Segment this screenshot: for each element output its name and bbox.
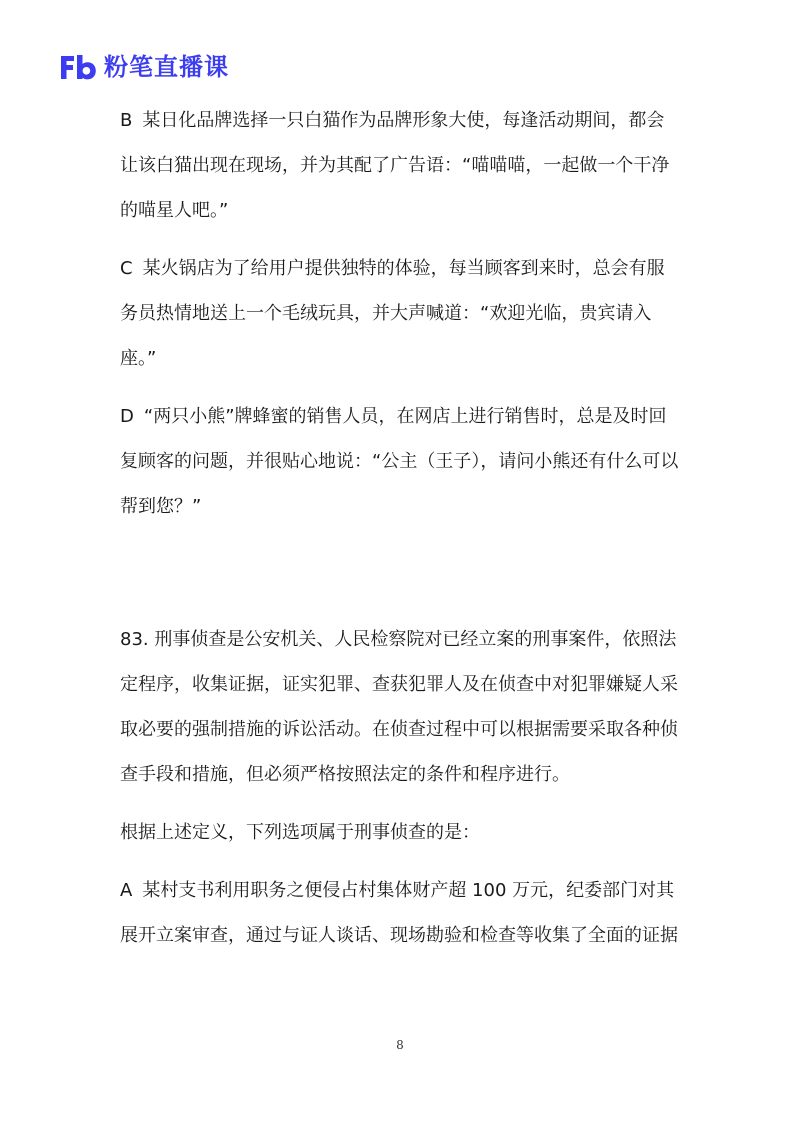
option-label: A [120,880,133,901]
option-label: B [120,110,133,131]
question-83 [120,617,680,797]
option-a [120,868,680,958]
header [58,50,229,84]
document-body [120,98,680,958]
option-b [120,98,680,233]
option-text: 某村支书利用职务之便侵占村集体财产超 100 万元，纪委部门对其展开立案审查，通过与证人谈话、现场勘验和检查等收集了全面的证据 [120,880,678,946]
option-label: D [120,406,134,427]
question-text: 刑事侦查是公安机关、人民检察院对已经立案的刑事案件，依照法定程序，收集证据，证实犯罪、查获犯罪人及在侦查中对犯罪嫌疑人采取必要的强制措施的诉讼活动。在侦查过程中可以根据需要采取各种侦查手段和措施，但必须严格按照法定的条件和程序进行。 [120,629,678,785]
option-text: 某火锅店为了给用户提供独特的体验，每当顾客到来时，总会有服务员热情地送上一个毛绒玩具，并大声喊道：“欢迎光临，贵宾请入座。” [120,258,665,369]
question-number: 83. [120,629,149,650]
fb-logo-icon [58,52,98,82]
brand-name: 粉笔直播课 [104,53,229,81]
question-prompt: 根据上述定义，下列选项属于刑事侦查的是： [120,822,480,843]
option-text: “两只小熊”牌蜂蜜的销售人员，在网店上进行销售时，总是及时回复顾客的问题，并很贴心地说：“公主（王子），请问小熊还有什么可以帮到您？” [120,406,679,517]
page-number: 8 [396,1038,404,1052]
option-label: C [120,258,133,279]
option-d [120,394,680,529]
option-c [120,246,680,381]
option-text: 某日化品牌选择一只白猫作为品牌形象大使，每逢活动期间，都会让该白猫出现在现场，并为其配了广告语：“喵喵喵，一起做一个干净的喵星人吧。” [120,110,670,221]
